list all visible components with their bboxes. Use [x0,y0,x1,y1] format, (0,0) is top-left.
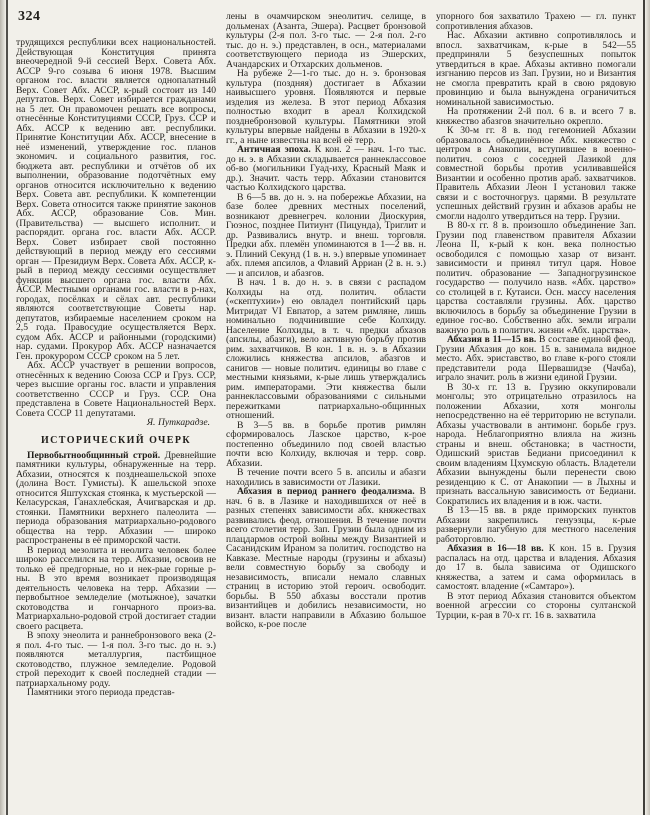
paragraph: В 80-х гг. 8 в. произошло объединение Зап. Грузии под главенством правителя Абхазии Леона II, к-рый к кон. века полностью освободился с помощью хазар от визант. зависимости и принял титул царя. Новое политич. образование — Западногрузинское государство — получило назв. «Абх. царство» со столицей в г. Кутаиси. Осн. массу населения царства составляли грузины. Абх. царство включилось в борьбу за объединение Грузии в единое гос-во. Собственно абх. земли играли важную роль в политич. жизни «Абх. царства». [436,220,636,336]
run-in-heading: Абхазия в период раннего феодализма. [237,486,420,497]
paragraph: Абхазия в 11—15 вв. В составе единой феод. Грузии Абхазия до кон. 15 в. занимала видное место. Абх. эриставство, во главе к-рого стояли представители рода Шервашидзе (Чачба), играло значит. роль в жизни единой Грузии. [436,334,636,383]
paragraph: В этот период Абхазия становится объектом военной агрессии со стороны султанской Турции, к-рая в 70-х гг. 16 в. захватила [436,590,636,621]
run-in-heading: Абхазия в 11—15 вв. [447,334,540,345]
paragraph: Первобытнообщинный строй. Древнейшие памятники культуры, обнаруженные на терр. Абхазии, относятся к позднеашельской эпохе (долина Вост. Гумисты). К ашельской эпохе относится Яштухская стоянка, к мустьерской — Келасурская, Ганахлебская, Ачигварская и др. стоянки. Памятники верхнего палеолита — периода образования матриархально-родового общества на терр. Абхазии — широко распространены в её приморской части. [16,449,216,546]
paragraph: В эпоху энеолита и раннебронзового века (2-я пол. 4-го тыс. — 1-я пол. 3-го тыс. до н. э.) появляются металлургия, пастбищное скотоводство, плужное земледелие. Родовой строй переходит к своей последней стадии — патриархальному роду. [16,630,216,689]
text-column-3 [436,12,636,806]
paragraph: На рубеже 2—1-го тыс. до н. э. бронзовая культура (поздняя) достигает в Абхазии наивысшего уровня. Появляются и первые изделия из железа. В этот период Абхазия полностью входит в ареал Колхидской позднебронзовой культуры. Памятники этой культуры впервые найдены в Абхазии в 1920-х гг., а ныне известны на всей её терр. [226,68,426,146]
page-number: 324 [18,9,41,24]
paragraph: Нас. Абхазии активно сопротивлялось и впосл. захватчикам, к-рые в 542—55 предприняли 5 безуспешных попыток утвердиться в крае. Абхазы активно помогали изгнанию персов из Зап. Грузии, но и Византия не смогла превратить край в свою рядовую провинцию и была вынуждена ограничиться номинальной зависимостью. [436,30,636,108]
paragraph: Абх. АССР участвует в решении вопросов, отнесённых к ведению Союза ССР и Груз. ССР, через высшие органы гос. власти и управления соответственно СССР и Груз. ССР. Она представлена в Совете Национальностей Верх. Совета СССР 11 депутатами. [16,360,216,419]
text-column-1 [16,12,216,806]
paragraph: В течение почти всего 5 в. апсилы и абазги находились в зависимости от Лазики. [226,467,426,488]
paragraph: лены в очамчирском энеолитич. селище, в дольменах (Азанта, Эшера). Расцвет бронзовой культуры (2-я пол. 3-го тыс. — 2-я пол. 2-го тыс. до н. э.) представлен, в осн., материалами соответствующего периода из Эшерских, Ачандарских и Отхарских дольменов. [226,12,426,70]
paragraph: К 30-м гг. 8 в. под гегемонией Абхазии образовалось объединённое Абх. княжество с центром в Анакопии, вступившее в военно-политич. союз с соседней Лазикой для совместной борьбы против усиливавшейся Византии и особенно против араб. захватчиков. Правитель Абхазии Леон I установил также связи и с восточногруз. царями. В результате успешных действий грузин и абхазов арабы не смогли надолго утвердиться на терр. Грузии. [436,125,636,222]
paragraph: В период мезолита и неолита человек более широко расселился на терр. Абхазии, освоив не только её предгорные, но и нек-рые горные р-ны. В это время возникает производящая деятельность человека на терр. Абхазии — первобытное земледелие (мотыжное), зачатки скотоводства и гончарного произ-ва. Матриархально-родовой строй достигает стадии своего расцвета. [16,544,216,632]
paragraph: На протяжении 2-й пол. 6 в. и всего 7 в. княжество абазгов значительно окрепло. [436,106,636,127]
right-edge-line [643,0,645,815]
left-binding-line [6,0,8,815]
paragraph: Абхазия в 16—18 вв. К кон. 15 в. Грузия распалась на отд. царства и владения. Абхазия до 17 в. была зависима от Одишского княжества, а затем и сама оформилась в самостоят. владение («Самтаро»). [436,543,636,592]
paragraph: В 30-х гг. 13 в. Грузию оккупировали монголы; это отрицательно отразилось на положении Абхазии, хотя монголы непосредственно на её территорию не вступали. Абхазы участвовали в антимонг. борьбе груз. народа. Неблагоприятно влияла на жизнь страны и внеш. обстановка; в частности, Одишский эристав Бедиани присоединил к своим владениям Цхумскую область. Владетели Абхазии вынуждены были перенести свою резиденцию к С. от Анакопии — в Лыхны и признать вассальную зависимость от Бедиани. Сократились их владения и в юж. части. [436,381,636,507]
paragraph: Абхазия в период раннего феодализма. В нач. 6 в. в Лазике и находившихся от неё в разных степенях зависимости абх. княжествах развивались феод. отношения. В течение почти всего столетия терр. Зап. Грузии была одним из плацдармов острой войны между Византией и Сасанидским Ираном за политич. господство на Кавказе. Местные народы (грузины и абхазы) вели совместную борьбу за свободу и независимость, вписали немало славных страниц в историю этой героич. освободит. борьбы. В 550 абхазы восстали против византийцев и добились независимости, но визант. власти направили в Абхазию большое войско, к-рое после [226,486,426,630]
paragraph: трудящихся республики всех национальностей. Действующая Конституция принята внеочередной 9-й сессией Верх. Совета Абх. АССР 9-го созыва 6 июня 1978. Высшим органом гос. власти является однопалатный Верх. Совет Абх. АССР, к-рый состоит из 140 депутатов. Верх. Совет избирается гражданами на 5 лет. Он правомочен решать все вопросы, отнесённые Конституциями СССР, Груз. ССР и Абх. АССР к ведению авт. республики. Принятие Конституции Абх. АССР, внесение в неё изменений, утверждение гос. планов экономич. и социального развития, гос. бюджета авт. республики и отчётов об их выполнении, образование подотчётных ему органов относится исключительно к ведению Верх. Совета авт. республики. К компетенции Верх. Совета относится также принятие законов Абх. АССР, образование Сов. Мин. (Правительства) — высшего исполнит. и распорядит. органа гос. власти Абх. АССР. Верх. Совет избирает свой постоянно действующий в период между его сессиями орган — Президиум Верх. Совета Абх. АССР, к-рый в период между сессиями осуществляет функции высшего органа гос. власти Абх. АССР. Местными органами гос. власти в р-нах, городах, посёлках и сёлах авт. республики являются соответствующие Советы нар. депутатов, избираемые населением сроком на 2,5 года. Правосудие осуществляется Верх. судом Абх. АССР и районными (городскими) нар. судами. Прокурор Абх. АССР назначается Ген. прокурором СССР сроком на 5 лет. [16,37,216,362]
paragraph: Античная эпоха. К кон. 2 — нач. 1-го тыс. до н. э. в Абхазии складывается раннеклассовое об-во (могильники Гуад-иху, Красный Маяк и др.). Значит. часть терр. Абхазии становится частью Колхидского царства. [226,144,426,193]
run-in-heading: Первобытнообщинный строй. [27,449,165,461]
paragraph: В нач. 1 в. до н. э. в связи с распадом Колхиды на отд. политич. области («скептухии») ею овладел понтийский царь Митридат VI Евпатор, а затем римляне, лишь номинально подчинившие себе Колхиду. Население Колхиды, в т. ч. предки абхазов (апсилы, абазги), вело активную борьбу против рим. захватчиков. В кон. 1 в. н. э. в Абхазии сложились княжества апсилов, абазгов и санигов — новые политич. единицы во главе с местными князьями, к-рые лишь утверждались рим. императорами. Эти княжества были раннеклассовыми образованиями с сильными пережитками патриархально-общинных отношений. [226,277,426,421]
run-in-heading: Античная эпоха. [237,144,315,155]
section-heading: ИСТОРИЧЕСКИЙ ОЧЕРК [40,434,192,446]
paragraph: В 3—5 вв. в борьбе против римлян сформировалось Лазское царство, к-рое постепенно объединило под своей властью почти всю Колхиду, включая и терр. совр. Абхазии. [226,419,426,469]
author-signature: Я. Путкарадзе. [146,417,210,428]
paragraph: упорного боя захватило Трахею — гл. пункт сопротивления абхазов. [436,12,636,32]
paragraph: В 6—5 вв. до н. э. на побережье Абхазии, на базе более древних местных поселений, возникают древнегреч. колонии Диоскурия, Гюэнос, позднее Питиунт (Пицунда), Триглит и др. Развивались внутр. и внеш. торговля. Предки абх. племён упоминаются в 1—2 вв. н. э. Плиний Секунд (1 в. н. э.) впервые упоминает абх. племя апсилов, а Флавий Арриан (2 в. н. э.) — и апсилов, и абазгов. [226,191,426,279]
right-edge-shading [645,0,650,815]
run-in-heading: Абхазия в 16—18 вв. [447,543,549,554]
text-column-2 [226,12,426,806]
paragraph: Памятники этого периода представ- [27,687,175,698]
text-columns [16,12,636,806]
paragraph: В 13—15 вв. в ряде приморских пунктов Абхазии закрепились генуэзцы, к-рые развернули пагубную для местного населения работорговлю. [436,505,636,545]
